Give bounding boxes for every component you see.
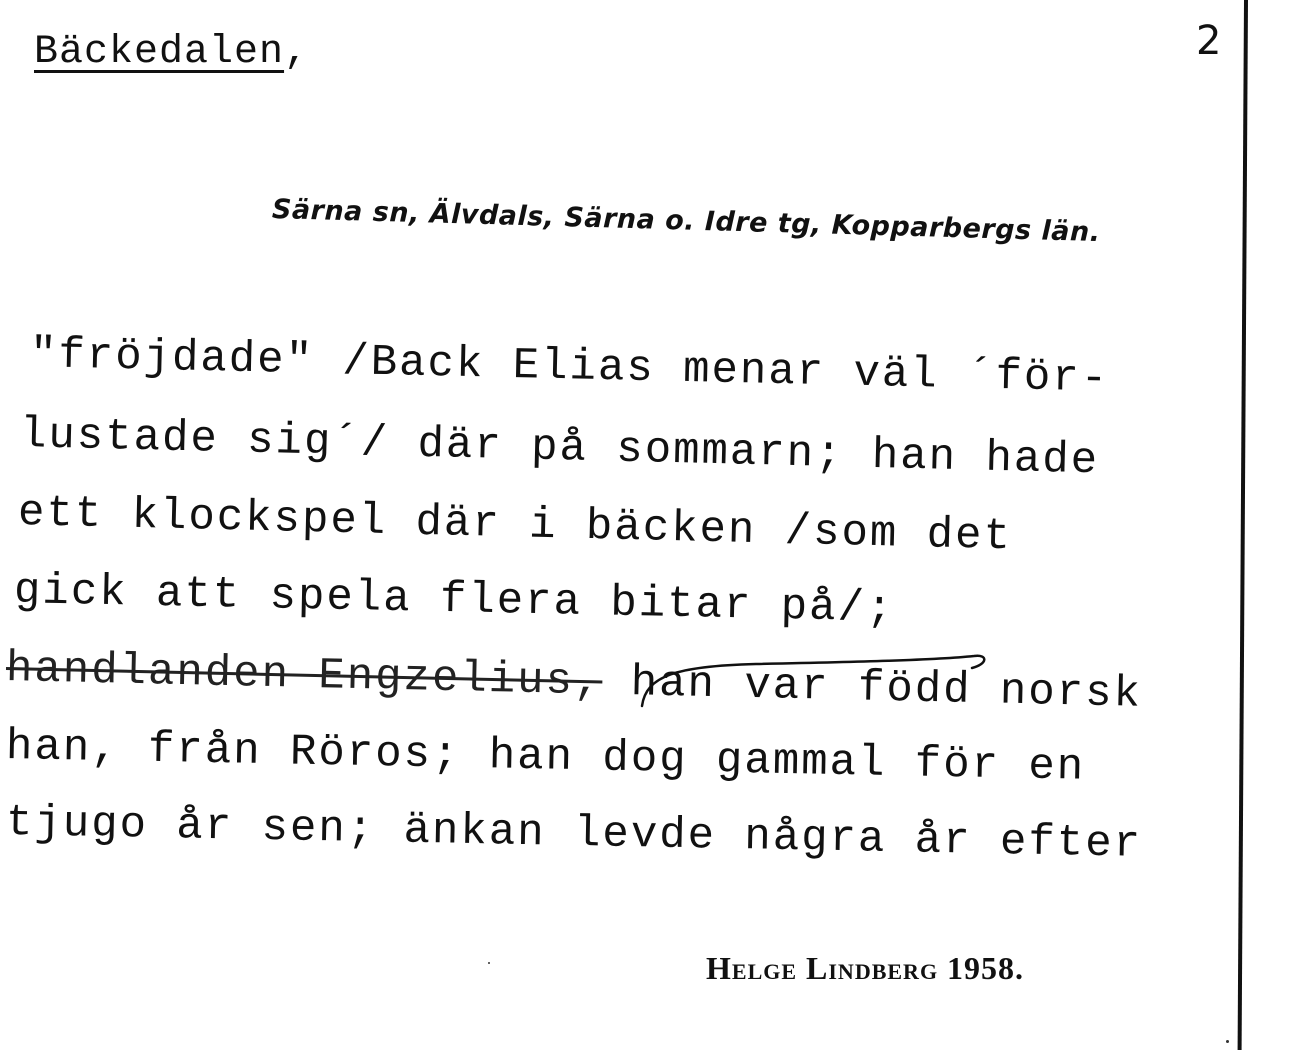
- text-line: han, från Röros; han dog gammal för en: [5, 722, 1086, 793]
- continued-text: han var född norsk: [630, 658, 1143, 720]
- location-stamp: Särna sn, Älvdals, Särna o. Idre tg, Kopparbergs län.: [271, 194, 1101, 249]
- struck-out-text: handlanden Engzelius,: [5, 644, 603, 708]
- scan-speck: [1226, 1040, 1229, 1043]
- page-title: [34, 30, 309, 75]
- author-signature: Helge Lindberg 1958.: [706, 950, 1025, 986]
- text-line: gick att spela flera bitar på/;: [13, 566, 895, 635]
- title-comma: ,: [284, 30, 310, 75]
- text-line: lustade sig´/ där på sommarn; han hade: [19, 410, 1100, 487]
- text-line: "fröjdade" /Back Elias menar väl ´för-: [29, 330, 1110, 405]
- text-line: tjugo år sen; änkan levde några år efter: [5, 798, 1143, 870]
- card-edge-line: [1238, 0, 1248, 1050]
- handwritten-insertion-arc: [636, 636, 996, 716]
- place-name: Bäckedalen: [34, 30, 285, 75]
- text-line: ett klockspel där i bäcken /som det: [17, 488, 1013, 563]
- scan-speck: [488, 962, 490, 964]
- page-number: 2: [1196, 18, 1222, 64]
